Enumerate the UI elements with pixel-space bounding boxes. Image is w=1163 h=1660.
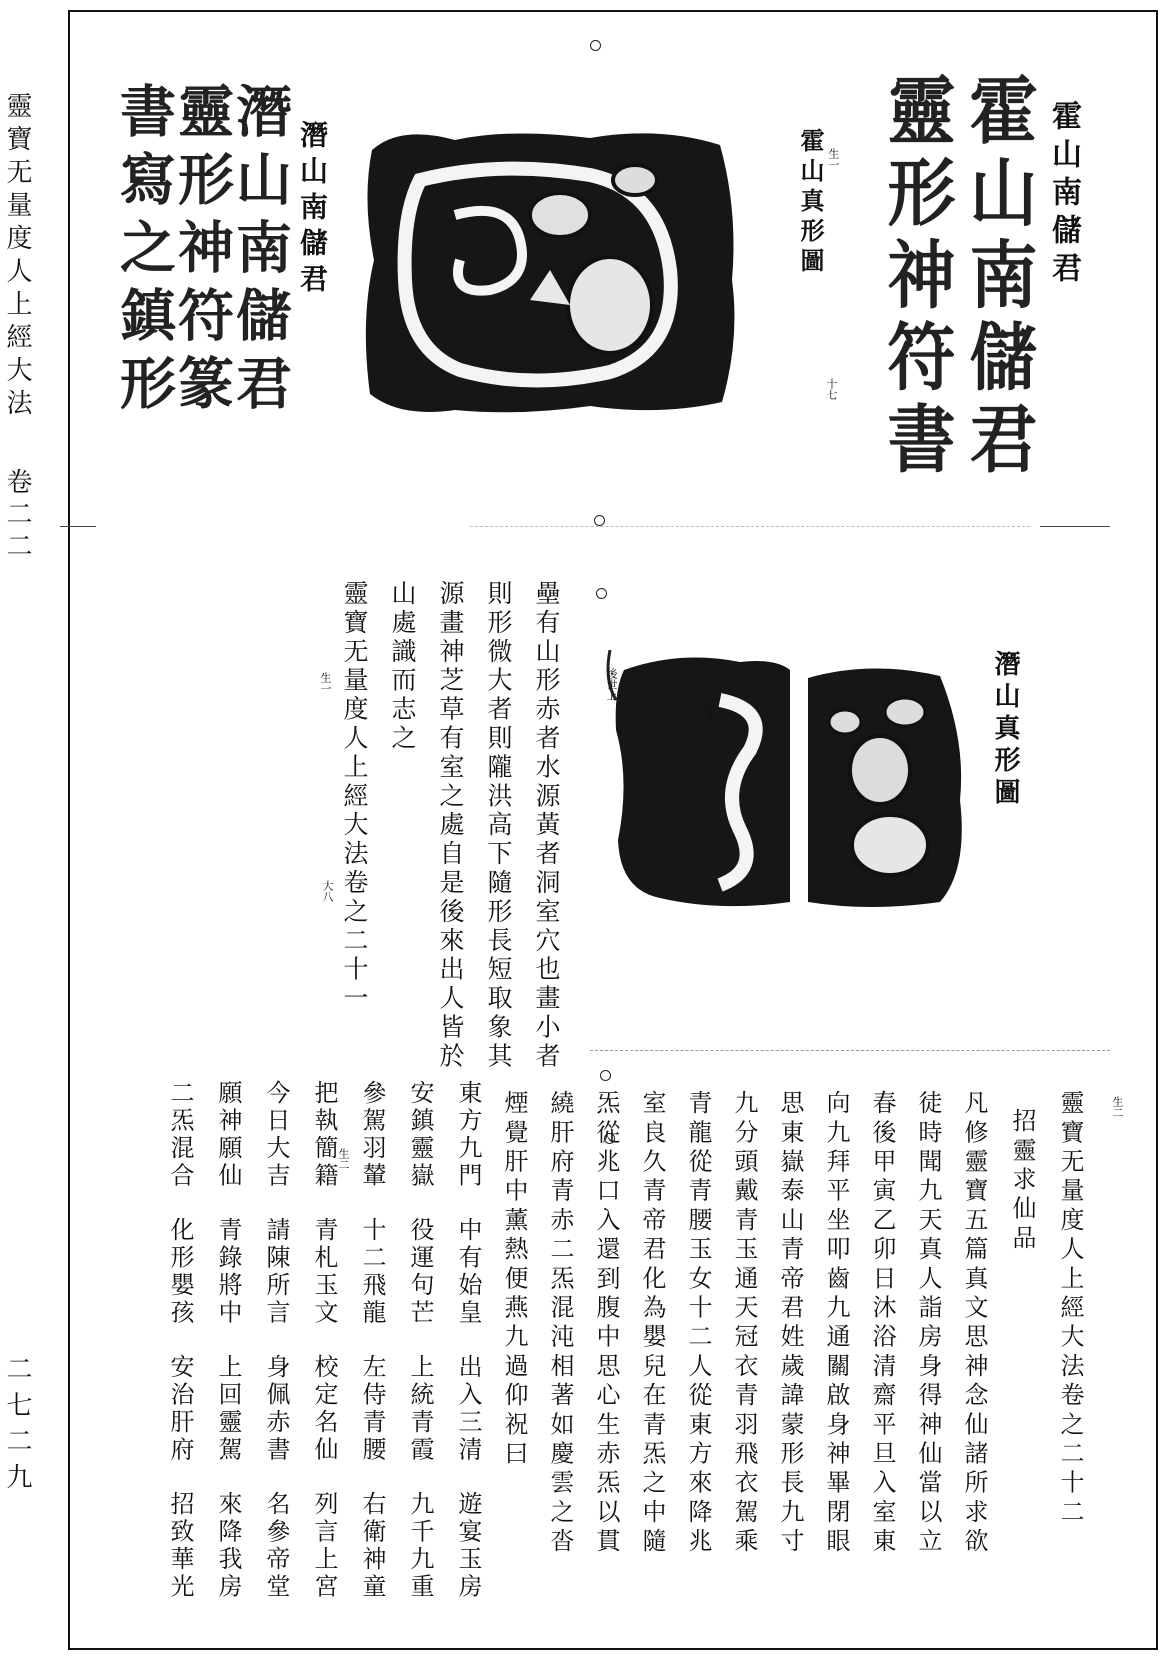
qian-shan-map-outer-left bbox=[616, 658, 790, 907]
bottom-text-col-9: 炁從兆口入還到腹中思心生赤炁以貫 bbox=[592, 1090, 620, 1558]
huo-shan-seal-script bbox=[870, 72, 1040, 487]
qian-shan-map-label-1: 後世上 bbox=[605, 668, 618, 701]
seal-column-1: 潛山南儲君 bbox=[227, 82, 293, 422]
huo-shan-map-chamber-3 bbox=[613, 165, 657, 195]
verse-col-3: 參駕羽輦 十二飛龍 左侍青腰 右衛神童 bbox=[358, 1080, 386, 1601]
bottom-seal-label-top: 生二 bbox=[1111, 1096, 1124, 1118]
divider-bottom bbox=[590, 1050, 1110, 1051]
bottom-text-col-4: 向九拜平坐叩齒九通關啟身神畢閉眼 bbox=[822, 1090, 850, 1558]
bottom-seal-label-mid: 生二 bbox=[337, 1148, 350, 1170]
verse-col-1: 東方九門 中有始皇 出入三清 遊宴玉房 bbox=[454, 1080, 482, 1601]
bottom-text-col-11: 煙覺肝中薰熱便燕九過仰祝曰 bbox=[500, 1090, 528, 1470]
huo-shan-caption: 霍山南儲君 bbox=[1046, 100, 1081, 290]
verse-col-7: 二炁混合 化形嬰孩 安治肝府 招致華光 bbox=[166, 1080, 194, 1601]
book-title-margin: 靈寶无量度人上經大法 bbox=[2, 92, 32, 422]
binding-circle-4 bbox=[600, 1070, 611, 1081]
qian-shan-map-chamber-4 bbox=[885, 698, 925, 726]
volume-label-margin: 卷二二 bbox=[2, 468, 32, 564]
middle-text-col-3: 源畫神芝草有室之處自是後來出人皆於 bbox=[436, 580, 465, 1072]
bottom-text-col-3: 春後甲寅乙卯日沐浴清齋平旦入室東 bbox=[868, 1090, 896, 1558]
seal-column-3: 書寫之鎮形 bbox=[111, 82, 177, 422]
bottom-text-col-5: 思東嶽泰山青帝君姓歲諱蒙形長九寸 bbox=[776, 1090, 804, 1558]
qian-shan-map-chamber-2 bbox=[850, 736, 910, 804]
huo-shan-map-chamber-2 bbox=[530, 193, 590, 237]
qian-shan-caption: 潛山南儲君 bbox=[296, 120, 329, 300]
middle-text-col-2: 則形微大者則隴洪高下隨形長短取象其 bbox=[484, 580, 513, 1072]
bottom-text-col-2: 徒時聞九天真人詣房身得神仙當以立 bbox=[914, 1090, 942, 1558]
binding-circle-2 bbox=[594, 515, 605, 526]
bottom-chapter-title: 招靈求仙品 bbox=[1008, 1108, 1036, 1254]
divider-top-mid bbox=[470, 526, 1030, 527]
huo-shan-map-chamber-1 bbox=[568, 257, 652, 353]
qian-shan-seal-script bbox=[111, 82, 293, 462]
bottom-volume-title: 靈寶无量度人上經大法卷之二十二 bbox=[1056, 1090, 1084, 1528]
huo-shan-map-title: 霍山真形圖 bbox=[796, 128, 825, 278]
middle-text-col-1: 壘有山形赤者水源黃者洞室穴也畫小者 bbox=[532, 580, 561, 1072]
middle-seal-label: 生一 bbox=[319, 672, 332, 694]
middle-volume-title: 靈寶无量度人上經大法卷之二十一 bbox=[340, 580, 369, 1014]
bottom-text-col-7: 青龍從青腰玉女十二人從東方來降兆 bbox=[684, 1090, 712, 1558]
binding-circle-1 bbox=[590, 40, 601, 51]
divider-top bbox=[60, 526, 96, 527]
verse-col-5: 今日大吉 請陳所言 身佩赤書 名參帝堂 bbox=[262, 1080, 290, 1601]
qian-shan-map-label-2: 金生 bbox=[704, 706, 715, 726]
qian-shan-map-chamber-3 bbox=[829, 710, 861, 734]
middle-number-label: 大八 bbox=[321, 880, 334, 902]
qian-shan-map-title: 潛山真形圖 bbox=[990, 650, 1020, 810]
seal-column-2: 靈形神符書 bbox=[876, 72, 956, 483]
bottom-text-col-1: 凡修靈寶五篇真文思神念仙諸所求欲 bbox=[960, 1090, 988, 1558]
verse-col-6: 願神願仙 青錄將中 上回靈駕 來降我房 bbox=[214, 1080, 242, 1601]
bottom-text-col-10: 繞肝府青赤二炁混沌相著如慶雲之沓 bbox=[546, 1090, 574, 1558]
huo-shan-seal-label: 生一 bbox=[827, 148, 840, 170]
huo-shan-map bbox=[360, 120, 742, 422]
divider-top-right bbox=[1040, 526, 1110, 527]
binding-circle-3 bbox=[596, 588, 607, 599]
verse-col-2: 安鎮靈嶽 役運句芒 上統青霞 九千九重 bbox=[406, 1080, 434, 1601]
middle-text-col-4: 山處識而志之 bbox=[388, 580, 417, 754]
page-number-margin: 二七二九 bbox=[2, 1355, 32, 1499]
seal-column-1: 霍山南儲君 bbox=[958, 72, 1038, 483]
bottom-text-col-8: 室良久青帝君化為嬰兒在青炁之中隨 bbox=[638, 1090, 666, 1558]
qian-shan-map bbox=[600, 640, 980, 915]
qian-shan-map-chamber-1 bbox=[852, 815, 928, 875]
verse-col-4: 把執簡籍 青札玉文 校定名仙 列言上宮 bbox=[310, 1080, 338, 1601]
seal-column-2: 靈形神符篆 bbox=[169, 82, 235, 422]
bottom-text-col-6: 九分頭戴青玉通天冠衣青羽飛衣駕乘 bbox=[730, 1090, 758, 1558]
huo-shan-number-label: 十七 bbox=[825, 378, 838, 400]
